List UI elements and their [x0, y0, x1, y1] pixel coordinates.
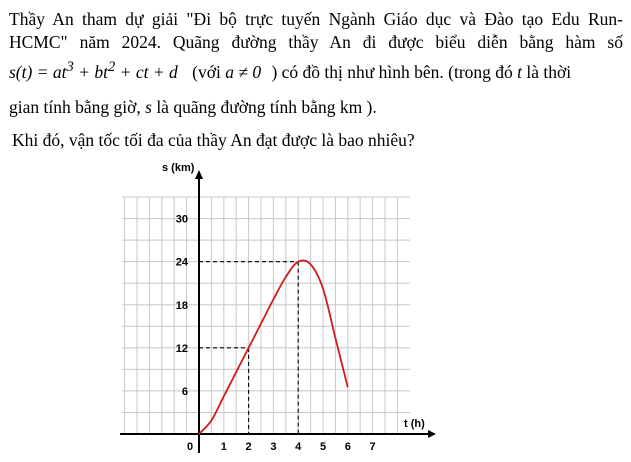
condition-rest: ) có đồ thị như hình bên. (trong đó	[271, 61, 513, 82]
problem-line-2: HCMC" năm 2024. Quãng đường thầy An đi được biểu diễn bằng hàm số	[9, 32, 623, 52]
line4-part-b: là quãng đường tính bằng km ).	[156, 97, 377, 117]
y-tick-label: 6	[181, 385, 188, 398]
problem-line-1: Thầy An tham dự giải "Đi bộ trực tuyến Ngành Giáo dục và Đào tạo Edu Run-	[9, 9, 623, 29]
variable-t: t	[517, 61, 523, 82]
variable-s: s	[145, 97, 152, 117]
y-tick-label: 30	[175, 213, 188, 226]
condition-formula: a ≠ 0	[225, 61, 262, 82]
problem-statement	[9, 8, 623, 84]
y-tick-label: 18	[175, 299, 188, 312]
distance-time-graph	[110, 155, 440, 460]
y-tick-label: 12	[175, 342, 188, 355]
line4-part-a: gian tính bằng giờ,	[9, 97, 141, 117]
x-tick-label: 5	[319, 441, 327, 453]
chart-axes	[120, 170, 436, 453]
tick-labels	[176, 214, 376, 453]
y-axis-label: s (km)	[162, 162, 195, 174]
x-axis-arrow	[428, 430, 436, 438]
x-tick-label: 0	[186, 441, 194, 453]
x-tick-label: 3	[270, 441, 277, 453]
y-axis-arrow	[195, 170, 203, 179]
x-tick-label: 4	[295, 441, 302, 453]
function-formula: $s(t) = at^3 + bt^2$ + ct + d	[9, 59, 178, 82]
question-text: Khi đó, vận tốc tối đa của thầy An đạt được là bao nhiêu?	[12, 130, 415, 150]
problem-line-4	[9, 96, 623, 119]
x-tick-label: 7	[369, 441, 376, 453]
condition-open: (với	[192, 61, 221, 82]
x-tick-label: 2	[245, 441, 252, 453]
x-axis-label: t (h)	[404, 418, 425, 430]
line3-end: là thời	[526, 61, 572, 82]
x-tick-label: 6	[344, 441, 351, 453]
x-tick-label: 1	[220, 441, 227, 453]
y-tick-label: 24	[175, 256, 188, 269]
problem-line-3	[9, 56, 623, 84]
